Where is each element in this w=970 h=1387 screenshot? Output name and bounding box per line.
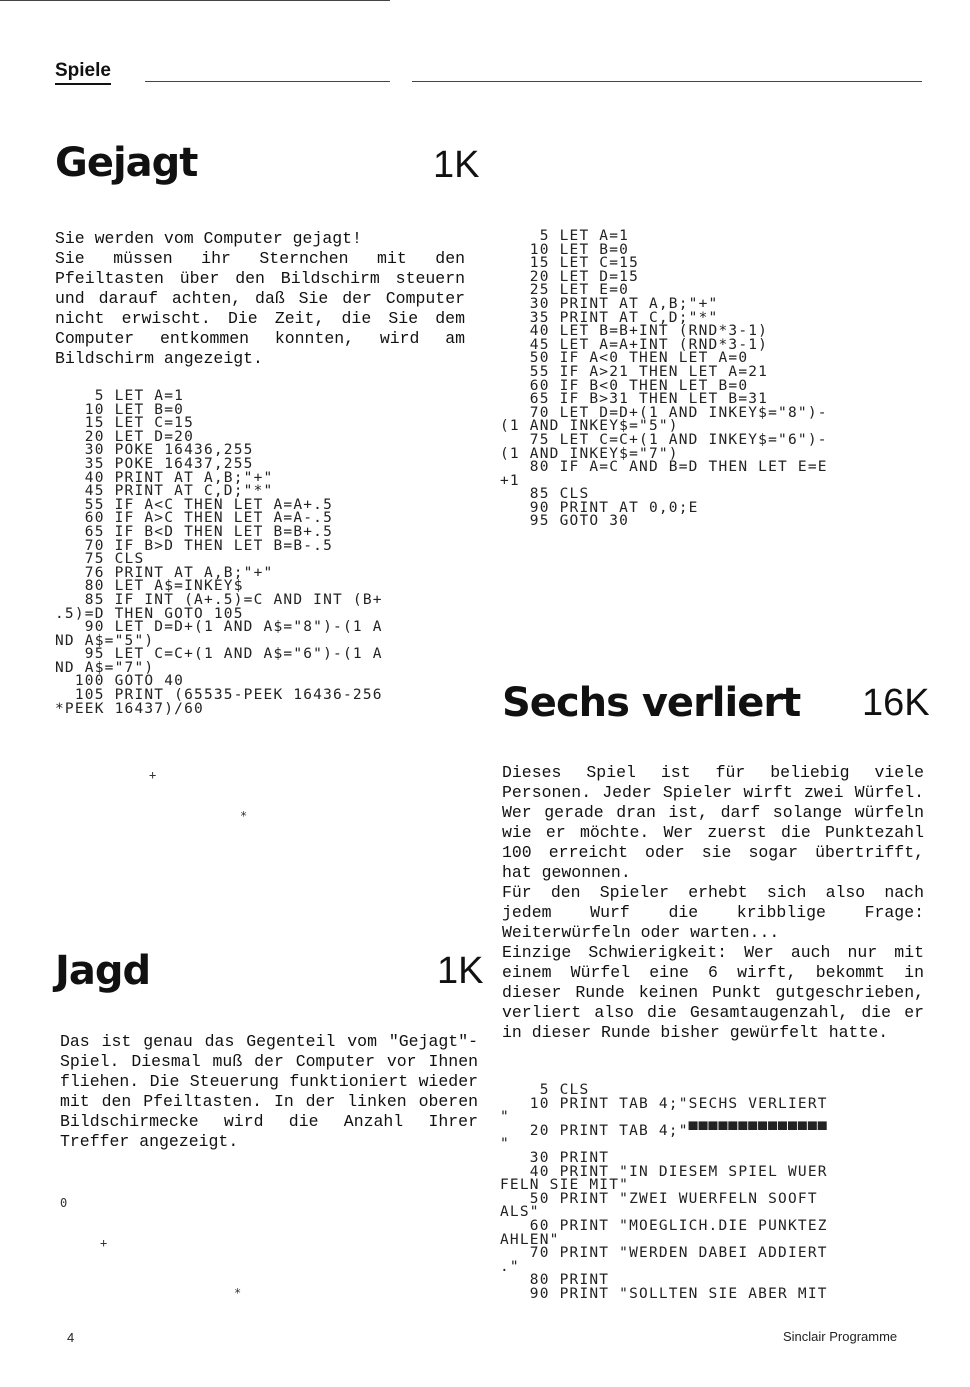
header-rule-right <box>412 81 922 82</box>
article-text-jagd: Das ist genau das Gegenteil vom "Gejagt"-Spiel. Diesmal muß der Computer vor Ihnen fliehen. Die Steuerung funktioniert wieder mit den Pfeiltasten. In der linken oberen Bildschirmecke wird die Anzahl Ihrer Treffer angezeigt. <box>60 1032 488 1151</box>
program-listing-jagd: 5 LET A=1 10 LET B=0 15 LET C=15 20 LET D=15 25 LET E=0 30 PRINT AT A,B;"+" 35 PRINT AT C,D;"*" 40 LET B=B+INT (RND*3-1) 45 LET A=A+INT (RND*3-1) 50 IF A<0 THEN LET A=0 55 IF A>21 THEN LET A=21 60 IF B<0 THEN LET B=0 65 IF B>31 THEN LET B=31 70 LET D=D+(1 AND INKEY$="8")- (1 AND INKEY$="5") 75 LET C=C+(1 AND INKEY$="6")- (1 AND INKEY$="7") 80 IF A=C AND B=D THEN LET E=E +1 85 CLS 90 PRINT AT 0,0;E 95 GOTO 30 <box>500 228 828 530</box>
screen-output-jagd-zero: 0 <box>60 1196 68 1210</box>
section-underline <box>55 83 111 85</box>
top-left-rule <box>0 0 390 1</box>
program-listing-gejagt: 5 LET A=1 10 LET B=0 15 LET C=15 20 LET D=20 30 POKE 16436,255 35 POKE 16437,255 40 PRINT AT A,B;"+" 45 PRINT AT C,D;"*" 55 IF A<C THEN LET A=A+.5 60 IF A>C THEN LET A=A-.5 65 IF B<D THEN LET B=B+.5 70 IF B>D THEN LET B=B-.5 75 CLS 76 PRINT AT A,B;"+" 80 LET A$=INKEY$ 85 IF INT (A+.5)=C AND INT (B+ .5)=D THEN GOTO 105 90 LET D=D+(1 AND A$="8")-(1 A ND A$="5") 95 LET C=C+(1 AND A$="6")-(1 A ND A$="7") 100 GOTO 40 105 PRINT (65535-PEEK 16436-256 *PEEK 16437)/60 <box>55 388 383 717</box>
article-title-jagd: Jagd <box>55 948 151 994</box>
section-label: Spiele <box>55 60 111 81</box>
memory-size-sechs-verliert: 16K <box>862 682 930 724</box>
screen-output-gejagt-star: * <box>240 809 248 823</box>
screen-output-jagd-plus: + <box>100 1236 108 1250</box>
article-text-sechs-verliert: Dieses Spiel ist für beliebig viele Personen. Jeder Spieler wirft zwei Würfel. Wer gerade dran ist, darf solange würfeln wie er möchte. Wer zuerst die Punktezahl 100 erreicht oder sie sogar übertrifft, hat gewonnen. Für den Spieler erhebt sich also nach jedem Wurf die kribblige Frage: Weiterwürfeln oder warten... Einzige Schwierigkeit: Wer auch nur mit einem Würfel eine 6 wirft, bekommt in dieser Runde keinen Punkt gutgeschrieben, verliert also die Gesamtaugenzahl, die er in dieser Runde bisher gewürfelt hatte. <box>502 763 924 1042</box>
memory-size-jagd: 1K <box>437 950 484 992</box>
screen-output-jagd-star: * <box>234 1286 242 1300</box>
article-title-sechs-verliert: Sechs verliert <box>502 680 801 726</box>
article-title-gejagt: Gejagt <box>55 140 198 186</box>
screen-output-gejagt-plus: + <box>149 768 157 782</box>
memory-size-gejagt: 1K <box>433 144 480 186</box>
page-number: 4 <box>67 1330 75 1345</box>
publication-name: Sinclair Programme <box>783 1329 898 1344</box>
header-rule-left <box>145 81 390 82</box>
article-text-gejagt: Sie werden vom Computer gejagt! Sie müssen ihr Sternchen mit den Pfeiltasten über den Bildschirm steuern und darauf achten, daß Sie der Computer nicht erwischt. Die Zeit, die Sie dem Computer entkommen konnten, wird am Bildschirm angezeigt. <box>55 229 465 368</box>
program-listing-sechs-verliert: 5 CLS 10 PRINT TAB 4;"SECHS VERLIERT " 20 PRINT TAB 4;"▀▀▀▀▀▀▀▀▀▀▀▀▀▀ " 30 PRINT 40 PRINT "IN DIESEM SPIEL WUER FELN SIE MIT" 50 PRINT "ZWEI WUERFELN SOOFT ALS" 60 PRINT "MOEGLICH.DIE PUNKTEZ AHLEN" 70 PRINT "WERDEN DABEI ADDIERT ." 80 PRINT 90 PRINT "SOLLTEN SIE ABER MIT <box>500 1082 828 1302</box>
